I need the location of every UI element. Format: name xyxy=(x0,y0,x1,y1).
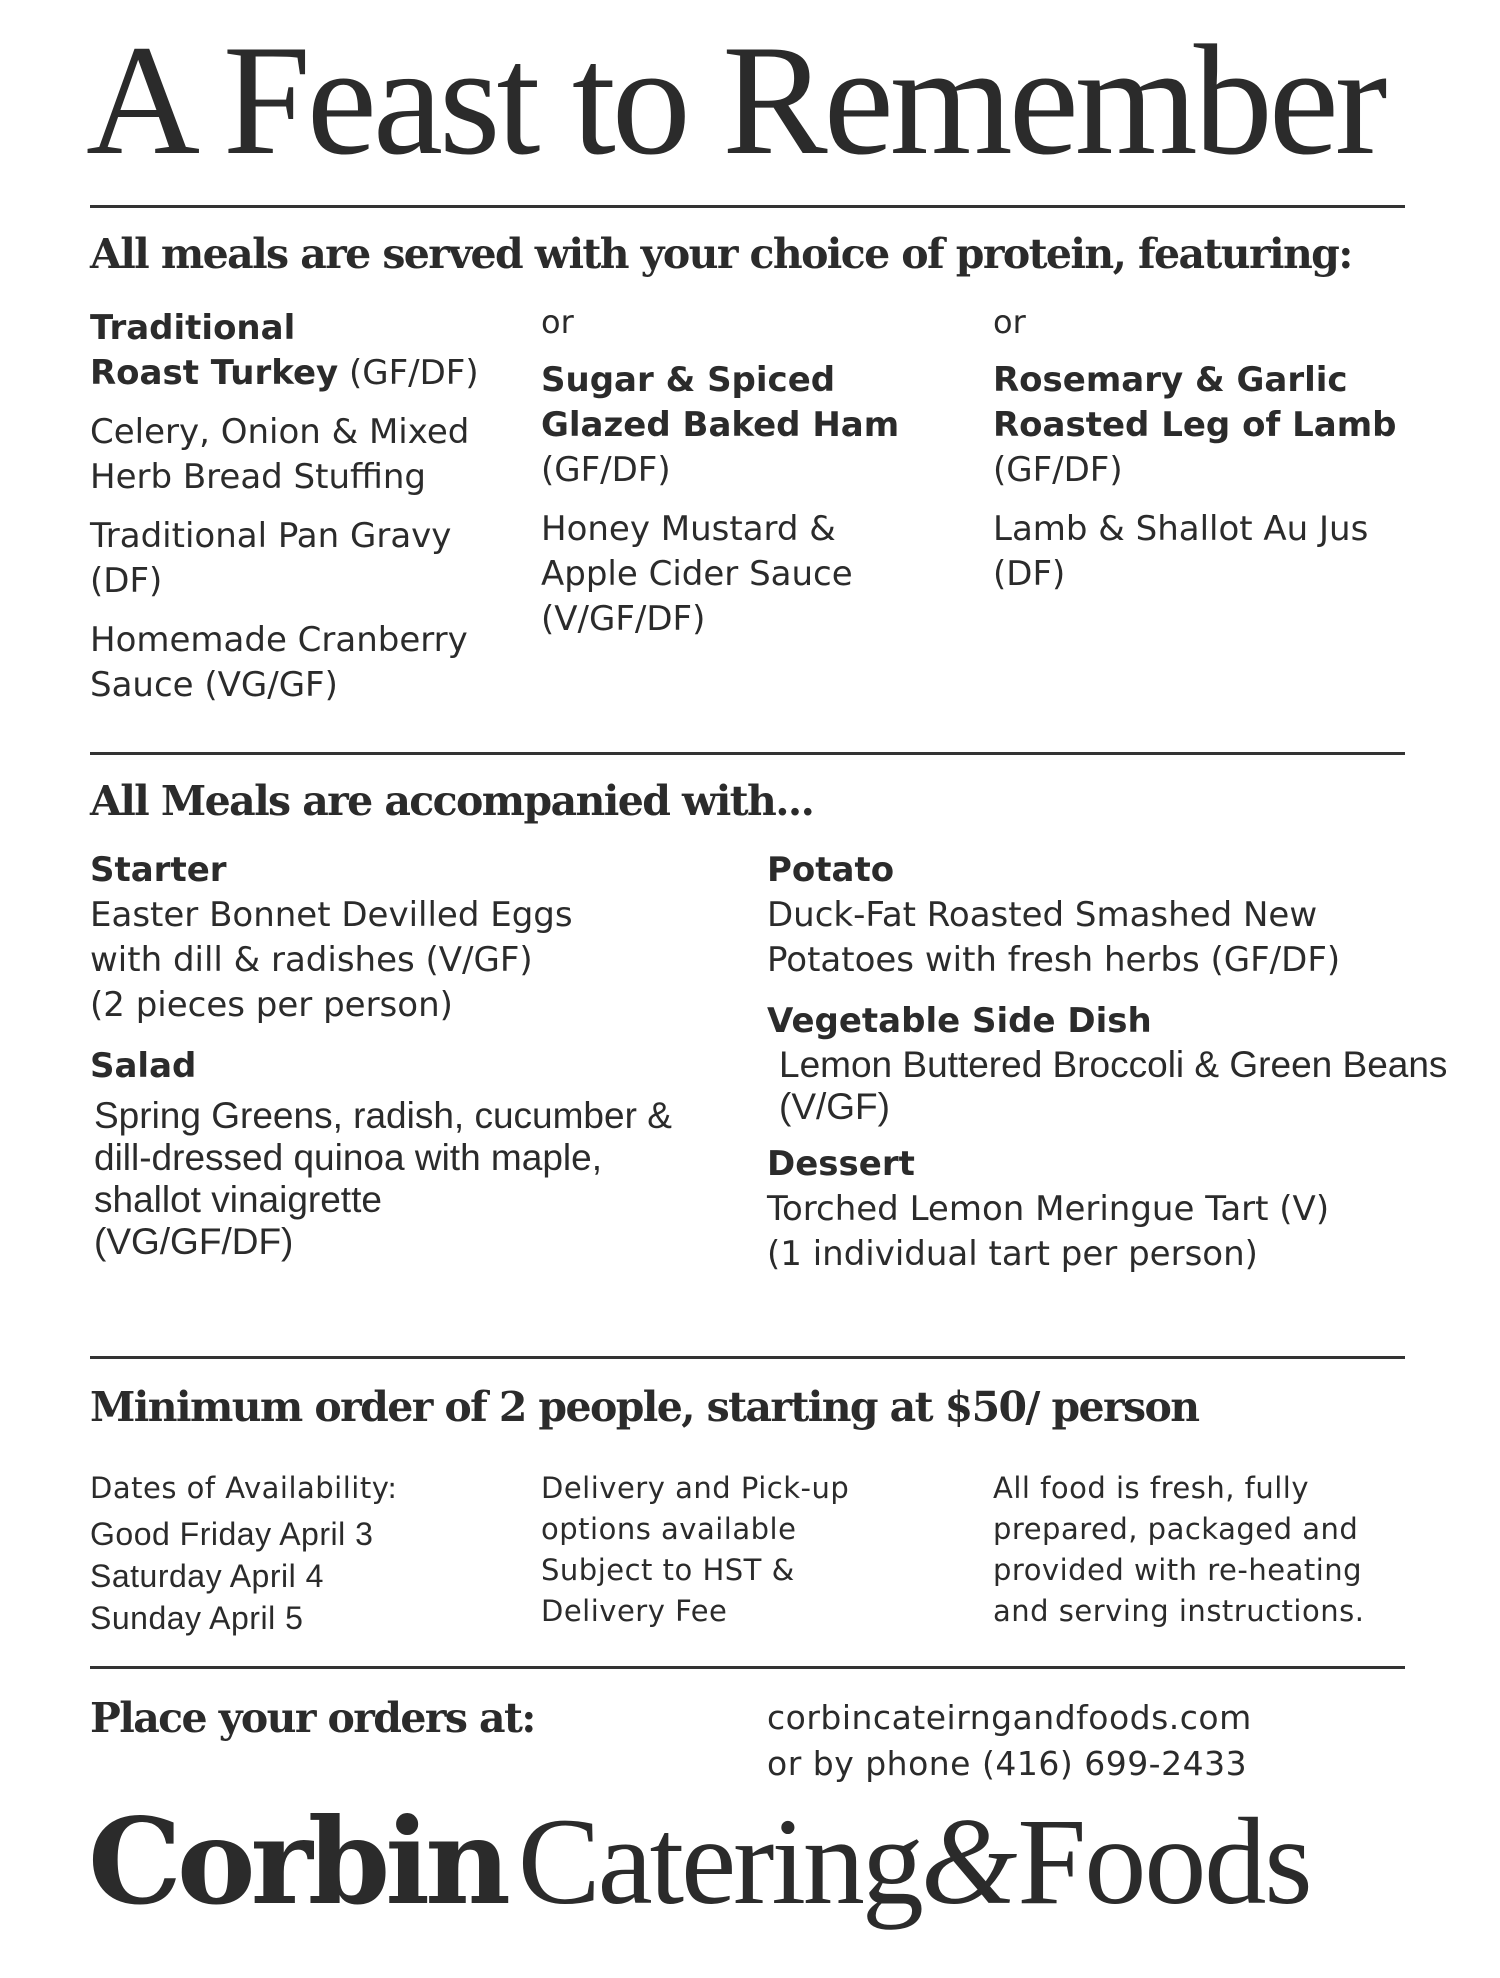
phone-line: or by phone (416) 699-2433 xyxy=(767,1744,1248,1783)
divider xyxy=(90,752,1405,755)
freshness-text: All food is fresh, fully prepared, packaged and provided with re-heating and serving instructions. xyxy=(993,1471,1365,1628)
protein-diet: (GF/DF) xyxy=(338,353,479,393)
divider xyxy=(90,1666,1405,1669)
brand-word-corbin: Corbin xyxy=(88,1792,506,1931)
divider xyxy=(90,205,1405,208)
minimum-order-heading: Minimum order of 2 people, starting at $50/ person xyxy=(90,1383,1199,1431)
availability-block xyxy=(90,1468,510,1639)
contact-block xyxy=(767,1695,1252,1787)
starter-label: Starter xyxy=(90,850,227,890)
starter-text: Easter Bonnet Devilled Eggs with dill & radishes (V/GF) (2 pieces per person) xyxy=(90,895,573,1025)
side-item: Lamb & Shallot Au Jus (DF) xyxy=(993,509,1369,594)
protein-name: Sugar & Spiced Glazed Baked Ham xyxy=(541,360,900,445)
delivery-text: Delivery and Pick-up options available Subject to HST & Delivery Fee xyxy=(541,1471,850,1628)
protein-name: Traditional Roast Turkey xyxy=(90,308,339,393)
side-item: Traditional Pan Gravy (DF) xyxy=(90,516,452,601)
divider xyxy=(90,1356,1405,1359)
protein-diet: (GF/DF) xyxy=(541,450,671,490)
dates-label: Dates of Availability: xyxy=(90,1471,398,1505)
brand-ampersand: & xyxy=(920,1793,1018,1930)
vegetable-text: Lemon Buttered Broccoli & Green Beans (V/GF) xyxy=(779,1044,1448,1127)
protein-column-lamb xyxy=(993,302,1413,611)
date-item: Saturday April 4 xyxy=(90,1558,324,1594)
side-item: Homemade Cranberry Sauce (VG/GF) xyxy=(90,620,468,705)
side-item: Celery, Onion & Mixed Herb Bread Stuffing xyxy=(90,412,470,497)
protein-column-turkey xyxy=(90,306,510,722)
date-item: Sunday April 5 xyxy=(90,1600,304,1636)
dessert-text: Torched Lemon Meringue Tart (V) (1 individual tart per person) xyxy=(767,1189,1330,1274)
potato-label: Potato xyxy=(767,850,895,890)
brand-word-catering: Catering xyxy=(517,1793,921,1930)
brand-word-foods: Foods xyxy=(1017,1793,1311,1930)
or-label: or xyxy=(541,303,574,341)
freshness-block xyxy=(993,1468,1433,1632)
brand-logo xyxy=(88,1792,1311,1931)
orders-label: Place your orders at: xyxy=(90,1694,535,1742)
protein-diet: (GF/DF) xyxy=(993,450,1123,490)
accompaniments-left xyxy=(90,848,730,1263)
date-item: Good Friday April 3 xyxy=(90,1516,374,1552)
website-link[interactable]: corbincateirngandfoods.com xyxy=(767,1698,1252,1737)
protein-column-ham xyxy=(541,302,941,656)
accompaniments-right xyxy=(767,848,1467,1277)
potato-text: Duck-Fat Roasted Smashed New Potatoes with fresh herbs (GF/DF) xyxy=(767,895,1341,980)
delivery-block xyxy=(541,1468,961,1632)
protein-name: Rosemary & Garlic Roasted Leg of Lamb xyxy=(993,360,1397,445)
page-title: A Feast to Remember xyxy=(86,13,1384,188)
vegetable-label: Vegetable Side Dish xyxy=(767,1001,1152,1041)
accompaniments-heading: All Meals are accompanied with... xyxy=(90,777,814,825)
dessert-label: Dessert xyxy=(767,1144,915,1184)
salad-label: Salad xyxy=(90,1046,197,1086)
side-item: Honey Mustard & Apple Cider Sauce (V/GF/DF) xyxy=(541,509,853,639)
or-label: or xyxy=(993,303,1026,341)
protein-heading: All meals are served with your choice of protein, featuring: xyxy=(90,230,1352,278)
salad-text: Spring Greens, radish, cucumber & dill-dressed quinoa with maple, shallot vinaigrette (VG/GF/DF) xyxy=(94,1095,672,1262)
